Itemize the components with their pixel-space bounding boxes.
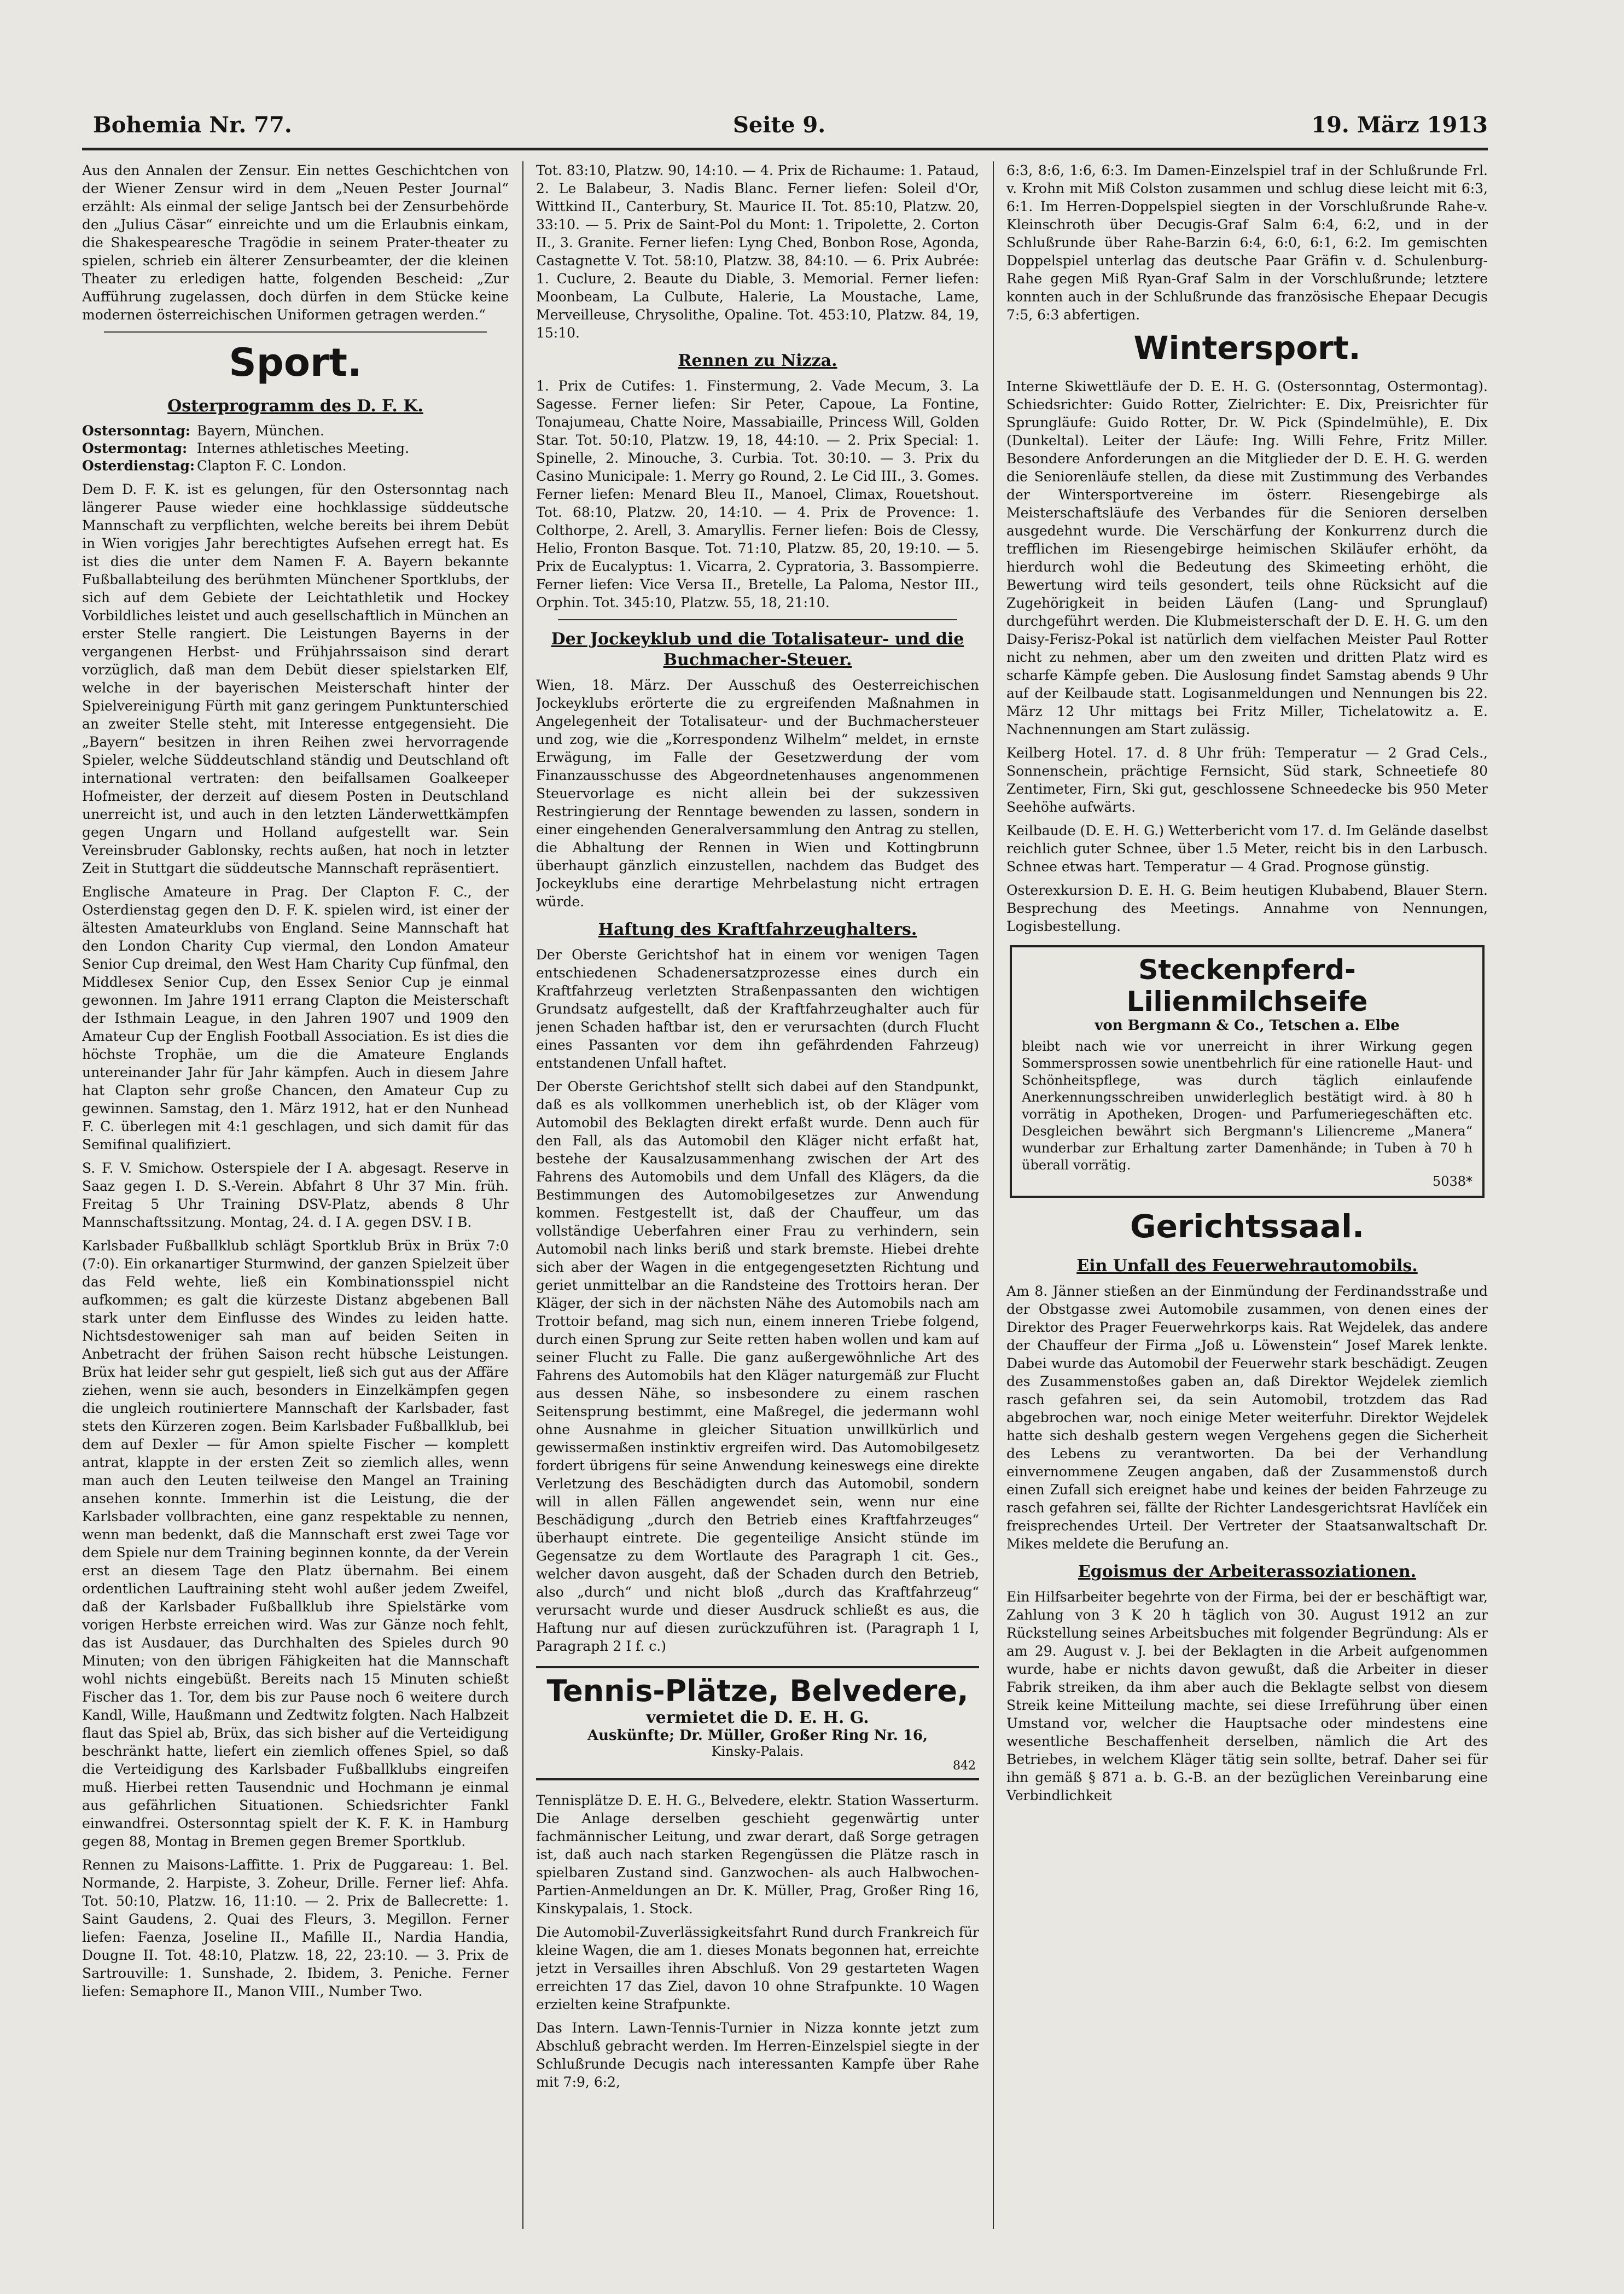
jockeyklub-heading: Der Jockeyklub und die Totalisateur- und die Buchmacher-Steuer. xyxy=(551,630,964,669)
article-paragraph: 6:3, 8:6, 1:6, 6:3. Im Damen-Einzelspiel traf in der Schlußrunde Frl. v. Krohn mit Miß Colston zusammen und schlug diese leicht mit 6:3, 6:1. Im Herren-Doppelspiel siegten in der Vorschlußrunde Rahe-v. Kleinschroth über Decugis-Graf Salm 6:4, 6:2, und in der Schlußrunde über Rahe-Barzin 6:4, 6:0, 6:1, 6:2. Im gemischten Doppelspiel unterlag das deutsche Paar Gräfin v. d. Schulenburg-Rahe gegen Miß Ryan-Graf Salm in der Vorschlußrunde; letztere konnten auch in der Schlußrunde das französische Ehepaar Decugis 7:5, 6:3 abfertigen. xyxy=(1006,162,1488,323)
article-paragraph: Tot. 83:10, Platzw. 90, 14:10. — 4. Prix de Richaume: 1. Pataud, 2. Le Balabeur, 3. Nadis Blanc. Ferner liefen: Soleil d'Or, Wittkind II., Canterbury, St. Maurice II. Tot. 85:10, Platzw. 20, 33:10. — 5. Prix de Saint-Pol du Mont: 1. Tripolette, 2. Corton II., 3. Granite. Ferner liefen: Lyng Ched, Bonbon Rose, Agonda, Castagnette V. Tot. 58:10, Platzw. 38, 84:10. — 6. Prix Aubrée: 1. Cuclure, 2. Beaute du Diable, 3. Memorial. Ferner liefen: Moonbeam, La Culbute, Halerie, La Moustache, Lame, Merveilleuse, Chrysolithe, Opaline. Tot. 453:10, Platzw. 84, 19, 15:10. xyxy=(536,162,979,341)
schedule-row: Osterdienstag: Clapton F. C. London. xyxy=(82,458,347,474)
page-header xyxy=(82,93,1488,142)
soap-ad-body: bleibt nach wie vor unerreicht in ihrer Wirkung gegen Sommersprossen sowie unentbehrlich für eine rationelle Haut- und Schönheitspflege, was durch täglich einlaufende Anerkennungsschreiben unwiderleglich bestätigt wird. à 80 h vorrätig in Apotheken, Drogen- und Parfumeriegeschäften etc. Desgleichen bewährt sich Bergmann's Liliencreme „Manera“ wunderbar zur Erhaltung zarter Damenhände; in Tuben à 70 h überall vorrätig. xyxy=(1022,1039,1472,1173)
article-paragraph: Rennen zu Maisons-Laffitte. 1. Prix de Puggareau: 1. Bel. Normande, 2. Harpiste, 3. Zoheur, Drille. Ferner lief: Ahfa. Tot. 50:10, Platzw. 16, 11:10. — 2. Prix de Ballecrette: 1. Saint Gaudens, 2. Quai des Fleurs, 3. Megillon. Ferner liefen: Faenza, Joseline II., Mafille II., Nardia Handia, Dougne II. Tot. 48:10, Platzw. 18, 22, 23:10. — 3. Prix de Sartrouville: 1. Sunshade, 2. Ibidem, 3. Peniche. Ferner liefen: Semaphore II., Manon VIII., Number Two. xyxy=(82,1857,509,1999)
osterprogramm-heading: Osterprogramm des D. F. K. xyxy=(167,397,423,416)
article-paragraph: Englische Amateure in Prag. Der Clapton F. C., der Osterdienstag gegen den D. F. K. spielen wird, ist einer der ältesten Amateurklubs von England. Seine Mannschaft hat den London Charity Cup viermal, den London Amateur Senior Cup dreimal, den West Ham Charity Cup fünfmal, den Middlesex Senior Cup, den Essex Senior Cup je einmal gewonnen. Im Jahre 1911 errang Clapton die Meisterschaft der Isthmain League, in den Jahren 1907 und 1909 den Amateur Cup der English Football Association. Es ist dies die höchste Trophäe, um die die Amateure Englands untereinander Jahr für Jahr kämpfen. Auch in diesem Jahre hat Clapton sehr große Chancen, den Amateur Cup zu gewinnen. Samstag, den 1. März 1912, hat er den Nunhead F. C. überlegen mit 4:1 geschlagen, und sich damit für das Semifinal qualifiziert. xyxy=(82,884,509,1152)
article-paragraph: Der Oberste Gerichtshof stellt sich dabei auf den Standpunkt, daß es als vollkommen unerheblich ist, ob der Kläger vom Automobil des Beklagten direkt erfaßt wurde. Denn auch für den Fall, als das Automobil den Kläger nicht erfaßt hat, bestehe der Kausalzusammenhang zwischen der Art des Fahrens des Automobils und dem Unfall des Klägers, da die Bestimmungen des Automobilgesetzes zur Anwendung kommen. Festgestellt ist, daß der Chauffeur, um das vollständige Ueberfahren einer Frau zu verhindern, sein Automobil nach links beriß und stark bremste. Hiebei drehte sich aber der Wagen in die entgegengesetzten Richtung und geriet unmittelbar an die Randsteine des Trottoirs heran. Der Kläger, der sich in der nächsten Nähe des Automobils nach am Trottoir befand, mag sich nun, einem inneren Triebe folgend, durch einen Sprung zur Seite retten haben wollen und kam auf seiner Flucht zu Falle. Die ganz außergewöhnliche Art des Fahrens des Automobils hat den Kläger naturgemäß zur Flucht aus dessen Nähe, so insbesondere zu einem raschen Seitensprung bestimmt, eine Maßregel, die jedermann wohl ohne Ausnahme in gleicher Situation unwillkürlich und gewissermaßen instinktiv ergreifen wird. Das Automobilgesetz fordert übrigens für seine Anwendung keineswegs eine direkte Verletzung des Beschädigten durch das Automobil, sondern will in allen Fällen angewendet sein, wenn nur eine Beschädigung „durch den Betrieb eines Kraftfahrzeuges“ überhaupt eintrete. Die gegenteilige Ansicht stünde im Gegensatze zu dem Wortlaute des Paragraph 1 cit. Ges., welcher davon ausgeht, daß der Schaden durch den Betrieb, also „durch“ und nicht bloß „durch das Kraftfahrzeug“ verursacht wurde und dieser Ausdruck schließt es aus, die Haftung nur auf diesen zurückzuführen ist. (Paragraph 1 I, Paragraph 2 I f. c.) xyxy=(536,1079,979,1654)
soap-ad-code: 5038* xyxy=(1432,1174,1472,1189)
soap-ad-subtitle: von Bergmann & Co., Tetschen a. Elbe xyxy=(1095,1017,1400,1034)
gerichtssaal-heading: Gerichtssaal. xyxy=(1130,1208,1365,1245)
tennis-ad-address: Kinsky-Palais. xyxy=(711,1744,804,1759)
article-paragraph: Tennisplätze D. E. H. G., Belvedere, elektr. Station Wasserturm. Die Anlage derselben geschieht gegenwärtig unter fachmännischer Leitung, und zwar derart, daß Sorge getragen ist, daß auch nach starken Regengüssen die Plätze rasch in spielbaren Zustand sind. Ganzwochen- als auch Halbwochen-Partien-Anmeldungen an Dr. K. Müller, Prag, Großer Ring 16, Kinskypalais, 1. Stock. xyxy=(536,1792,979,1917)
article-paragraph: S. F. V. Smichow. Osterspiele der I A. abgesagt. Reserve in Saaz gegen I. D. S.-Verein. Abfahrt 8 Uhr 37 Min. früh. Freitag 5 Uhr Training DSV-Platz, abends 8 Uhr Mannschaftssitzung. Montag, 24. d. I A. gegen DSV. I B. xyxy=(82,1160,509,1230)
header-issue: Bohemia Nr. 77. xyxy=(93,112,292,138)
column-2 xyxy=(536,161,979,2240)
column-3 xyxy=(1006,161,1488,2240)
schedule-row: Ostersonntag: Bayern, München. xyxy=(82,423,324,439)
haftung-heading: Haftung des Kraftfahrzeughalters. xyxy=(598,920,917,939)
easter-schedule xyxy=(82,422,509,475)
soap-ad-title: Steckenpferd-Lilienmilchseife xyxy=(1126,954,1368,1017)
tennis-advertisement xyxy=(536,1666,979,1780)
unfall-heading: Ein Unfall des Feuerwehrautomobils. xyxy=(1076,1256,1418,1276)
article-paragraph: Keilbaude (D. E. H. G.) Wetterbericht vom 17. d. Im Gelände daselbst reichlich guter Schnee, über 1.5 Meter, reicht bis in den Larbusch. Schnee etwas hart. Temperatur — 4 Grad. Prognose günstig. xyxy=(1006,823,1488,875)
schedule-row: Ostermontag: Internes athletisches Meeting. xyxy=(82,440,410,456)
header-rule xyxy=(82,148,1488,150)
tennis-ad-title: Tennis-Plätze, Belvedere, xyxy=(546,1674,969,1708)
article-paragraph: Dem D. F. K. ist es gelungen, für den Ostersonntag nach längerer Pause wieder eine hochklassige süddeutsche Mannschaft zu verpflichten, welche bereits bei ihrem Debüt in Wien vorigjes Jahr berechtigtes Aufsehen erregt hat. Es ist dies die unter dem Namen F. A. Bayern bekannte Fußballabteilung des berühmten Münchener Sportklubs, der sich auf dem Gebiete der Leichtathletik und Hockey Vorbildliches leistet und auch gesellschaftlich in München an erster Stelle rangiert. Die Leistungen Bayerns in der vergangenen Herbst- und Frühjahrssaison sind derart vorzüglich, daß man dem Debüt dieser spielstarken Elf, welche in der bayerischen Meisterschaft hinter der Spielvereinigung Fürth mit ganz geringem Punktunterschied an zweiter Stelle steht, mit Interesse entgegensieht. Die „Bayern“ besitzen in ihren Reihen zwei hervorragende Spieler, welche Süddeutschland ständig und Deutschland oft international vertraten: den beifallsamen Goalkeeper Hofmeister, der derzeit auf diesem Posten in Deutschland unerreicht ist, und auch in den letzten Länderwettkämpfen gegen Ungarn und Holland aufgestellt war. Sein Vereinsbruder Gablonsky, rechts außen, hat noch in letzter Zeit in Stuttgart die süddeutsche Mannschaft repräsentiert. xyxy=(82,481,509,876)
wintersport-heading: Wintersport. xyxy=(1133,329,1361,366)
article-paragraph: Karlsbader Fußballklub schlägt Sportklub Brüx in Brüx 7:0 (7:0). Ein orkanartiger Sturmwind, der ganzen Spielzeit über das Feld wehte, ließ ein Kombinationsspiel nicht aufkommen; es galt die kürzeste Distanz abgebenen Ball stark unter dem Einflusse des Windes zu leiden hatte. Nichtsdestoweniger sah man auf beiden Seiten in Anbetracht der frühen Saison recht hübsche Leistungen. Brüx hat leider sehr gut gespielt, ließ sich gut aus der Affäre ziehen, wenn sie auch, besonders in Einzelkämpfen gegen die ungleich routiniertere Mannschaft der Karlsbader, fast stets den Kürzeren zogen. Beim Karlsbader Fußballklub, bei dem auf Dexler — für Amon spielte Fischer — komplett antrat, klappte in der ersten Zeit so ziemlich alles, wenn man auch den Leuten teilweise den Mangel an Training ansehen konnte. Immerhin ist die Leistung, die der Karlsbader vollbrachten, eine ganz respektable zu nennen, wenn man bedenkt, daß die Mannschaft erst zwei Tage vor dem Spiele nur dem Training beginnen konnte, da der Verein erst an diesem Tage den Platz übernahm. Bei einem ordentlichen Lauftraining steht wohl außer jedem Zweifel, daß der Karlsbader Fußballklub ihre Spielstärke vom vorigen Herbste erreichen wird. Was zur Gänze noch fehlt, das ist Ausdauer, das Durchhalten des Spieles durch 90 Minuten; von den übrigen Fähigkeiten hat die Mannschaft wohl nichts eingebüßt. Bereits nach 15 Minuten schießt Fischer das 1. Tor, dem bis zur Pause noch 6 weitere durch Kandl, Wille, Haußmann und Zedtwitz folgten. Nach Halbzeit flaut das Spiel ab, Brüx, das sich bisher auf die Verteidigung beschränkt hatte, liefert ein ziemlich offenes Spiel, so daß die Verteidigung des Karlsbader Fußballklubs eingreifen muß. Hierbei retten Tausendnic und Hochmann je einmal aus gefährlichen Situationen. Schiedsrichter Fankl einwandfrei. Ostersonntag spielt der K. F. K. in Hamburg gegen 88, Montag in Bremen gegen Bremer Sportklub. xyxy=(82,1238,509,1849)
article-paragraph: Am 8. Jänner stießen an der Einmündung der Ferdinandsstraße und der Obstgasse zwei Automobile zusammen, von denen eines der Direktor des Prager Feuerwehrkorps kais. Rat Wejdelek, das andere der Chauffeur der Firma „Joß u. Löwenstein“ Josef Marek lenkte. Dabei wurde das Automobil der Feuerwehr stark beschädigt. Zeugen des Zusammenstoßes gaben an, daß Direktor Wejdelek ziemlich rasch gefahren sei, da sein Automobil, trotzdem das Rad abgebrochen war, noch einige Meter weiterfuhr. Direktor Wejdelek hatte sich deshalb gestern wegen Vergehens gegen die Sicherheit des Lebens zu verantworten. Da bei der Verhandlung einvernommene Zeugen angaben, daß der Zusammenstoß durch einen Zufall sich ereignet habe und keines der beiden Fahrzeuge zu rasch gefahren sei, fällte der Richter Landesgerichtsrat Havlíček ein freisprechendes Urteil. Der Vertreter der Staatsanwaltschaft Dr. Mikes meldete die Berufung an. xyxy=(1006,1283,1488,1552)
egoismus-heading: Egoismus der Arbeiterassoziationen. xyxy=(1078,1562,1417,1581)
article-paragraph: Osterexkursion D. E. H. G. Beim heutigen Klubabend, Blauer Stern. Besprechung des Meetings. Annahme von Nennungen, Logisbestellung. xyxy=(1006,882,1488,934)
newspaper-page xyxy=(82,93,1488,2254)
tennis-ad-subtitle: vermietet die D. E. H. G. xyxy=(646,1708,869,1727)
article-paragraph: Die Automobil-Zuverlässigkeitsfahrt Rund durch Frankreich für kleine Wagen, die am 1. dieses Monats begonnen hat, erreichte jetzt in Versailles ihren Abschluß. Von 29 gestarteten Wagen erreichten 17 das Ziel, davon 10 ohne Strafpunkte. 10 Wagen erzielten keine Strafpunkte. xyxy=(536,1924,979,2012)
article-paragraph: Das Intern. Lawn-Tennis-Turnier in Nizza konnte jetzt zum Abschluß gebracht werden. Im Herren-Einzelspiel siegte in der Schlußrunde Decugis nach interessanten Kampfe über Rahe mit 7:9, 6:2, xyxy=(536,2020,979,2090)
article-paragraph: 1. Prix de Cutifes: 1. Finstermung, 2. Vade Mecum, 3. La Sagesse. Ferner liefen: Sir Peter, Capoue, La Fontine, Tonajumeau, Chatte Noire, Massabiaille, Princess Will, Golden Star. Tot. 50:10, Platzw. 19, 18, 44:10. — 2. Prix Special: 1. Spinelle, 2. Minouche, 3. Curbia. Tot. 30:10. — 3. Prix du Casino Municipale: 1. Merry go Round, 2. Le Cid III., 3. Gomes. Ferner liefen: Menard Bleu II., Manoel, Climax, Rouetshout. Tot. 68:10, Platzw. 20, 14:10. — 4. Prix de Provence: 1. Colthorpe, 2. Arell, 3. Amaryllis. Ferner liefen: Bois de Clessy, Helio, Fronton Basque. Tot. 71:10, Platzw. 85, 20, 19:10. — 5. Prix de Eucalyptus: 1. Vicarra, 2. Cypratoria, 3. Bassompierre. Ferner liefen: Vice Versa II., Bretelle, La Paloma, Nestor III., Orphin. Tot. 345:10, Platzw. 55, 18, 21:10. xyxy=(536,378,979,610)
divider xyxy=(558,619,957,620)
article-paragraph: Ein Hilfsarbeiter begehrte von der Firma, bei der er beschäftigt war, Zahlung von 3 K 20 h täglich von 30. August 1912 an zur Rückstellung seines Arbeitsbuches mit folgender Begründung: Als er am 29. August v. J. bei der Beklagten in die Arbeit aufgenommen wurde, habe er nichts davon gewußt, daß die Arbeiter in dieser Fabrik streiken, da ihm aber auch die Beklagte selbst von diesem Streik keine Mitteilung machte, sei diese Irreführung über einen Umstand vor, welcher die Hauptsache oder mindestens eine wesentliche Beschaffenheit derselben, nämlich die Art des Betriebes, in welchem Kläger tätig sein sollte, betraf. Daher sei für ihn gemäß § 871 a. b. G.-B. an der bezüglichen Vereinbarung eine Verbindlichkeit xyxy=(1006,1589,1488,1803)
column-1 xyxy=(82,161,509,2240)
article-paragraph: Wien, 18. März. Der Ausschuß des Oesterreichischen Jockeyklubs erörterte die zu ergreifenden Maßnahmen in Angelegenheit der Totalisateur- und der Buchmachersteuer und zog, wie die „Korrespondenz Wilhelm“ meldet, in ernste Erwägung, im Falle der Gesetzwerdung der vom Finanzausschusse des Abgeordnetenhauses angenommenen Steuervorlage es nicht allein bei der sukzessiven Restringierung der Renntage bewenden zu lassen, sondern in einer eingehenden Generalversammlung den Antrag zu stellen, die Abhaltung der Rennen in Wien und Kottingbrunn überhaupt gänzlich einzustellen, nachdem das Budget des Jockeyklubs eine derartige Mehrbelastung nicht ertragen würde. xyxy=(536,677,979,910)
article-paragraph: Interne Skiwettläufe der D. E. H. G. (Ostersonntag, Ostermontag). Schiedsrichter: Guido Rotter, Zielrichter: E. Dix, Preisrichter für Sprungläufe: Guido Rotter, Dr. W. Pick (Spindelmühle), E. Dix (Dunkeltal). Leiter der Läufe: Ing. Willi Fehre, Fritz Miller. Besondere Anforderungen an die Mitglieder der D. E. H. G. werden die Seniorenläufe stellen, da diese mit Zustimmung des Verbandes der Wintersportvereine im österr. Riesengebirge als Meisterschaftsläufe des Verbandes für die Senioren derselben ausgedehnt wurde. Die Verschärfung der Konkurrenz durch die trefflichen im Riesengebirge heimischen Skiläufer erhöht, da hierdurch wohl die Bedeutung des Skimeeting erhöht, die Bewertung wird teils gesondert, teils ohne Rücksicht auf die Zugehörigkeit in beiden Läufen (Lang- und Sprunglauf) durchgeführt werden. Die Klubmeisterschaft der D. E. H. G. um den Daisy-Ferisz-Pokal ist natürlich dem vielfachen Meister Paul Rotter nicht zu nehmen, aber um den zweiten und dritten Platz wird es scharfe Kämpfe geben. Die Auslosung findet Samstag abends 9 Uhr auf der Keilbaude statt. Logisanmeldungen und Nennungen bis 22. März 12 Uhr mittags bei Fritz Miller, Tichelatowitz a. E. Nachnennungen am Start zulässig. xyxy=(1006,379,1488,737)
article-paragraph: Keilberg Hotel. 17. d. 8 Uhr früh: Temperatur — 2 Grad Cels., Sonnenschein, prächtige Fernsicht, Süd stark, Schneetiefe 80 Zentimeter, Firn, Ski gut, geschlossene Schneedecke bis 950 Meter Seehöhe aufwärts. xyxy=(1006,745,1488,815)
nizza-heading: Rennen zu Nizza. xyxy=(678,351,837,370)
zensur-article: Aus den Annalen der Zensur. Ein nettes Geschichtchen von der Wiener Zensur wird in dem „Neuen Pester Journal“ erzählt: Als einmal der selige Jantsch bei der Zensurbehörde den „Julius Cäsar“ einreichte und um die Erlaubnis einkam, die Shakespearesche Tragödie in seinem Prater-theater zu spielen, schrieb ein älterer Zensurbeamter, der die kleinen Theater zu erledigen hatte, folgenden Bescheid: „Zur Aufführung zugelassen, doch dürfen in dem Stücke keine modernen österreichischen Uniformen getragen werden.“ xyxy=(82,162,509,323)
column-divider xyxy=(522,161,523,2229)
article-paragraph: Der Oberste Gerichtshof hat in einem vor wenigen Tagen entschiedenen Schadenersatzprozesse eines durch ein Kraftfahrzeug verletzten Straßenpassanten den wichtigen Grundsatz aufgestellt, daß der Kraftfahrzeughalter auch für jenen Schaden haftbar ist, den er verursachten (durch Flucht eines Passanten vor dem ihn gefährdenden Fahrzeug) entstandenen Unfall haftet. xyxy=(536,947,979,1071)
header-page-number: Seite 9. xyxy=(733,112,826,138)
header-date: 19. März 1913 xyxy=(1311,112,1488,138)
tennis-ad-code: 842 xyxy=(953,1759,976,1773)
sport-heading: Sport. xyxy=(229,340,362,385)
tennis-ad-contact: Auskünfte; Dr. Müller, Großer Ring Nr. 16, xyxy=(587,1727,928,1744)
column-divider xyxy=(993,161,994,2229)
soap-advertisement xyxy=(1010,945,1485,1198)
divider xyxy=(104,331,487,333)
